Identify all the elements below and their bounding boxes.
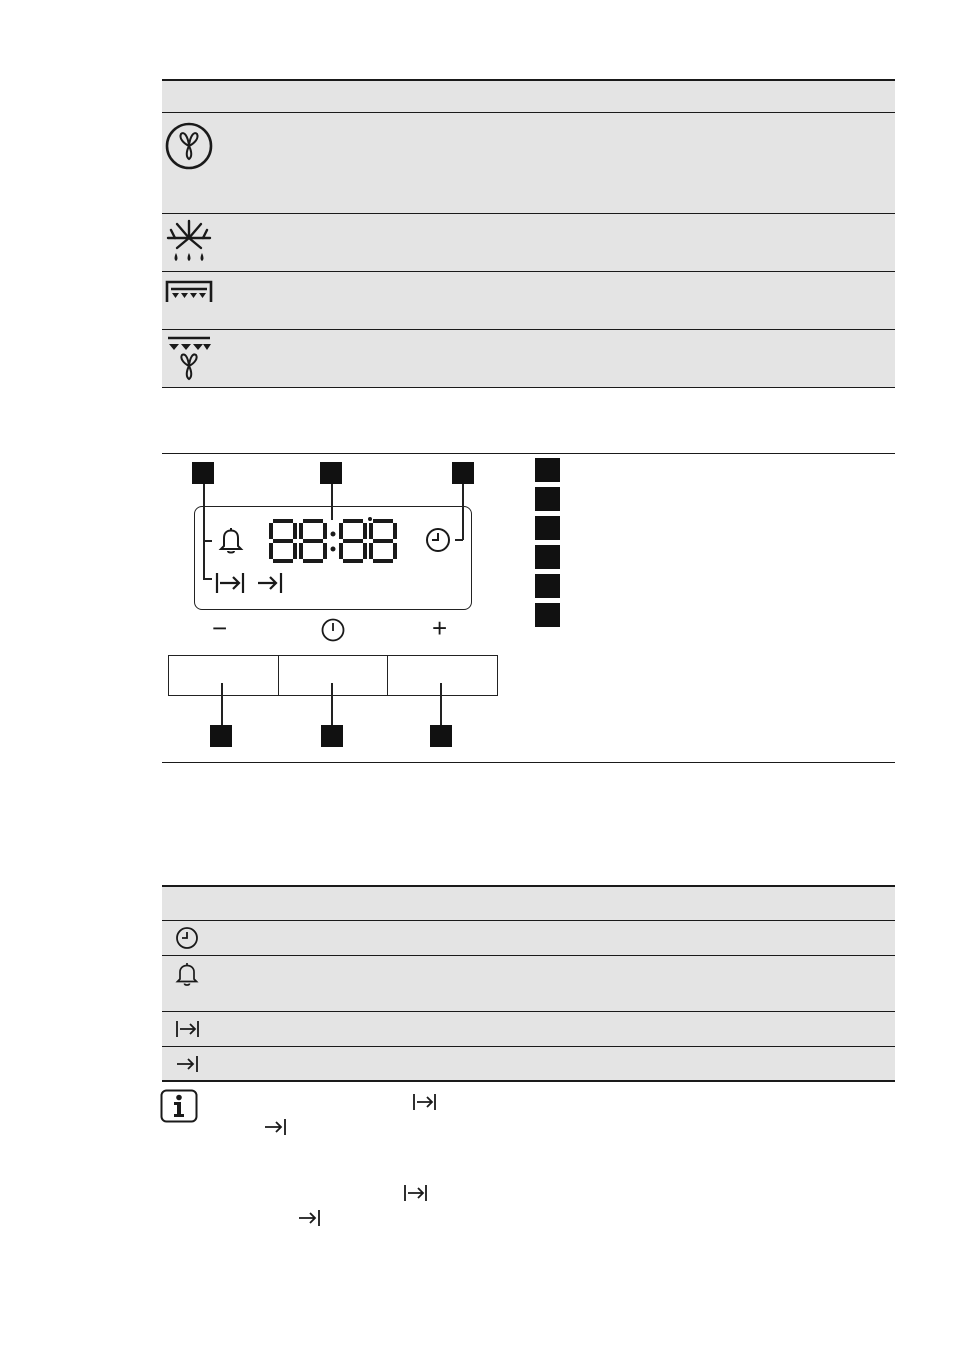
duration-icon: [214, 571, 246, 595]
callout-badge: [192, 462, 214, 484]
leader-line: [221, 683, 223, 725]
table-row: [162, 1012, 895, 1047]
legend-badge: [535, 574, 560, 598]
legend-badge: [535, 458, 560, 482]
legend-badge: [535, 487, 560, 511]
power-clock-icon: [320, 617, 346, 643]
top-heat-grill-icon: [164, 278, 214, 308]
defrost-icon: [164, 218, 214, 268]
callout-badge: [320, 462, 342, 484]
fan-icon: [164, 121, 214, 171]
table-row: [162, 330, 895, 388]
table-header: [162, 887, 895, 921]
grill-fan-icon: [164, 334, 214, 384]
minus-symbol: −: [212, 613, 228, 643]
leader-line: [331, 683, 333, 725]
diagram-top-rule: [162, 453, 895, 454]
duration-icon: [175, 1019, 201, 1039]
table-header: [162, 81, 895, 113]
bell-icon: [218, 525, 244, 555]
info-icon: [160, 1089, 198, 1123]
callout-badge: [452, 462, 474, 484]
end-icon: [256, 571, 286, 595]
legend-badge: [535, 545, 560, 569]
leader-line: [440, 683, 442, 725]
legend-badge: [535, 603, 560, 627]
clock-button[interactable]: [279, 655, 389, 696]
minus-button[interactable]: [168, 655, 279, 696]
callout-badge: [430, 725, 452, 747]
table-row: [162, 272, 895, 330]
clock-icon: [424, 526, 452, 554]
seven-segment-digits: [266, 516, 406, 566]
table-row: [162, 921, 895, 956]
table-row: [162, 214, 895, 272]
control-buttons: [168, 655, 498, 696]
table-row: [162, 956, 895, 1012]
end-icon: [175, 1054, 201, 1074]
duration-icon: [412, 1092, 438, 1112]
bell-icon: [175, 961, 199, 987]
callout-badge: [210, 725, 232, 747]
clock-icon: [175, 926, 199, 950]
table-row: [162, 1047, 895, 1082]
callout-badge: [321, 725, 343, 747]
end-icon: [297, 1208, 323, 1228]
plus-symbol: +: [432, 613, 448, 643]
duration-icon: [403, 1183, 429, 1203]
diagram-bottom-rule: [162, 762, 895, 763]
end-icon: [263, 1117, 289, 1137]
table-row: [162, 113, 895, 214]
plus-button[interactable]: [388, 655, 498, 696]
legend-badge: [535, 516, 560, 540]
